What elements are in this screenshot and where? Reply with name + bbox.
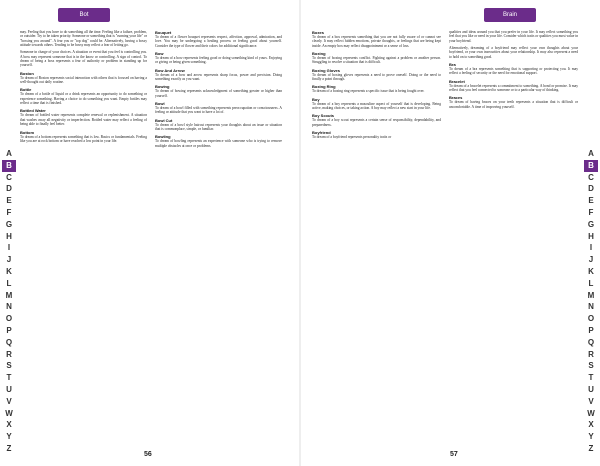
entry-text: To dream of a boy scout represents a certain sense of responsibility, dependability, and preparedness.: [312, 118, 441, 127]
alphabet-letter-k[interactable]: K: [6, 266, 12, 276]
alphabet-letter-b[interactable]: B: [584, 160, 598, 172]
entry-title: Bra: [449, 62, 456, 68]
dictionary-entry: [155, 51, 282, 65]
entry-text: To dream of a bow represents feeling good or doing something kind of yours. Enjoying or giving or being given something.: [155, 56, 282, 65]
alphabet-letter-s[interactable]: S: [6, 361, 12, 371]
entry-title: Bouquet: [155, 30, 172, 35]
alphabet-letter-n[interactable]: N: [6, 302, 12, 312]
alphabet-letter-q[interactable]: Q: [5, 337, 13, 347]
dictionary-entry: [449, 79, 578, 93]
dictionary-entry: [20, 71, 147, 85]
entry-text: To dream of a bowl style haircut represents your thoughts about an issue or situation that is commonplace, simple, or familiar.: [155, 122, 282, 132]
alphabet-letter-y[interactable]: Y: [588, 432, 594, 442]
entry-title: Bow: [155, 51, 164, 57]
alphabet-index-left: [2, 148, 16, 455]
entry-text: To dream of a boxing ring represents a specific issue that is being fought over.: [312, 89, 425, 94]
entry-title: Bowing: [155, 84, 170, 90]
dictionary-entry: [155, 134, 282, 148]
alphabet-letter-d[interactable]: D: [588, 184, 594, 194]
alphabet-letter-e[interactable]: E: [6, 196, 12, 206]
entry-text: To dream of boxing gloves represents a need to prove oneself. Doing or the need to finally a point through.: [312, 72, 441, 82]
entry-text: To dream of a boyfriend represents personality traits or: [312, 135, 392, 140]
entry-text: To dream of a bow and arrow represents sharp focus, power and precision. Doing something exactly as you want.: [155, 72, 282, 82]
alphabet-letter-m[interactable]: M: [5, 290, 13, 300]
dictionary-entry: [312, 97, 441, 111]
page-number-right: 57: [450, 451, 458, 458]
alphabet-letter-t[interactable]: T: [6, 373, 12, 383]
alphabet-letter-z[interactable]: Z: [588, 443, 594, 453]
alphabet-letter-k[interactable]: K: [588, 266, 594, 276]
alphabet-letter-a[interactable]: A: [6, 149, 12, 158]
dictionary-entry: [312, 68, 441, 82]
alphabet-letter-h[interactable]: H: [588, 231, 594, 241]
alphabet-letter-l[interactable]: L: [6, 278, 12, 288]
right-columns: [312, 30, 578, 142]
alphabet-letter-f[interactable]: F: [6, 207, 12, 217]
dictionary-entry: [449, 46, 578, 59]
alphabet-letter-w[interactable]: W: [587, 408, 595, 418]
dictionary-entry: [20, 30, 147, 47]
alphabet-letter-g[interactable]: G: [587, 219, 595, 229]
entry-title: Boxing: [312, 51, 326, 57]
entry-title: Boy: [312, 96, 320, 102]
entry-title: Boy Scouts: [312, 113, 335, 119]
entry-text: To dream of a flower bouquet represents respect, affection, approval, admiration, and love. You may be undergoing a healing process or feeling good about yourself. Consider the type of flower and their colors for additional significance.: [155, 35, 282, 48]
dictionary-entry: [20, 130, 147, 144]
alphabet-letter-p[interactable]: P: [588, 325, 594, 335]
alphabet-letter-l[interactable]: L: [588, 278, 594, 288]
alphabet-letter-i[interactable]: I: [589, 243, 593, 253]
running-header-right: Brain: [484, 8, 536, 22]
dictionary-entry: [155, 30, 282, 48]
entry-text: Alternatively, dreaming of a boyfriend may reflect your own thoughts about your boyfriend, or your own insecurities about your relationship. It may also represent a need to hold on to something good.: [449, 46, 578, 59]
dictionary-entry: [155, 84, 282, 98]
left-columns: [20, 30, 282, 151]
alphabet-letter-j[interactable]: J: [588, 255, 594, 265]
entry-title: Boston: [20, 70, 34, 76]
alphabet-letter-x[interactable]: X: [588, 420, 594, 430]
entry-title: Braces: [449, 95, 463, 101]
entry-text: To dream of having braces on your teeth represents a situation that is difficult or uncomfortable. A time of improving yourself.: [449, 100, 578, 109]
left-column-2: [155, 30, 282, 151]
alphabet-letter-e[interactable]: E: [588, 196, 594, 206]
entry-title: Bowl Cut: [155, 117, 173, 123]
entry-title: Bowl: [155, 101, 165, 107]
entry-text: Someone in charge of your choices. A situation or event that you feel is controlling you. A boss may represent someone that is in the know or controlling. A sign of control. To dream of being a boss represents a fear of authority or problem in standing up for yourself.: [20, 50, 147, 68]
alphabet-letter-o[interactable]: O: [587, 314, 595, 324]
dictionary-entry: [20, 87, 147, 105]
alphabet-letter-j[interactable]: J: [6, 255, 12, 265]
entry-text: may. Feeling that you have to do something all the time. Feeling like a failure, problem, or outsider. Try to be taken priority. Someone or something that is "running your life" or "bossing you around". A fear you or "top dog" could be. Alternatively, having a bossy attitude towards others. Tending to be bossy may reflect a fear of letting go.: [20, 30, 147, 48]
dictionary-entry: [312, 130, 441, 139]
alphabet-letter-r[interactable]: R: [588, 349, 594, 359]
entry-text: To dream of a bowl filled with something represents preoccupation or consciousness. A feeling or attitude that you want to have a lot of.: [155, 106, 282, 115]
alphabet-index-right: [584, 148, 598, 455]
entry-text: To dream of a bottom represents something that is low. Basics or fundamentals. Feeling like you are at rock bottom or have reached a low point in your life.: [20, 134, 147, 143]
alphabet-letter-y[interactable]: Y: [6, 432, 12, 442]
alphabet-letter-q[interactable]: Q: [587, 337, 595, 347]
entry-title: Bottle: [20, 87, 32, 93]
dictionary-entry: [449, 95, 578, 109]
alphabet-letter-f[interactable]: F: [588, 207, 594, 217]
alphabet-letter-r[interactable]: R: [6, 349, 12, 359]
entry-title: Bottled Water: [20, 108, 46, 114]
alphabet-letter-i[interactable]: I: [7, 243, 11, 253]
alphabet-letter-o[interactable]: O: [5, 314, 13, 324]
dictionary-entry: [155, 68, 282, 82]
dictionary-entry: [155, 118, 282, 132]
alphabet-letter-s[interactable]: S: [588, 361, 594, 371]
entry-text: To dream of a box represents something that you are not fully aware of or cannot see clearly. It may reflect hidden emotions, private thoughts, or feelings that are being kept inside. An empty box may reflect disappointment or a sense of loss.: [312, 35, 441, 48]
left-column-1: [20, 30, 147, 151]
alphabet-letter-t[interactable]: T: [588, 373, 594, 383]
alphabet-letter-x[interactable]: X: [6, 420, 12, 430]
dictionary-entry: [20, 108, 147, 126]
alphabet-letter-n[interactable]: N: [588, 302, 594, 312]
entry-text: To dream of bowing represents acknowledgment of something greater or higher than yourself.: [155, 89, 282, 98]
entry-title: Boxing Gloves: [312, 67, 341, 73]
running-header-left: Bot: [58, 8, 110, 22]
alphabet-letter-v[interactable]: V: [6, 396, 12, 406]
dictionary-entry: [312, 30, 441, 48]
right-page: [300, 0, 600, 466]
alphabet-letter-v[interactable]: V: [588, 396, 594, 406]
dictionary-entry: [20, 50, 147, 67]
alphabet-letter-c[interactable]: C: [588, 172, 594, 182]
entry-title: Bracelet: [449, 78, 465, 84]
alphabet-letter-u[interactable]: U: [588, 384, 594, 394]
entry-text: To dream of bowling represents an experience with someone who is trying to remove multiple obstacles at once or problems.: [155, 139, 282, 148]
entry-text: qualities and ideas around you that you prefer in your life. It may reflect something you feel that you like or need in your life. Consider which traits or qualities you most value in your boyfriend.: [449, 30, 578, 43]
entry-text: To dream of a bracelet represents a commitment to something. A bond or promise. It may reflect that you feel connected to someone or to a particular way of thinking.: [449, 83, 578, 93]
dictionary-entry: [449, 30, 578, 43]
alphabet-letter-w[interactable]: W: [5, 408, 13, 418]
right-column-1: [312, 30, 441, 142]
alphabet-letter-h[interactable]: H: [6, 231, 12, 241]
alphabet-letter-m[interactable]: M: [587, 290, 595, 300]
entry-title: Boxes: [312, 30, 325, 35]
dictionary-entry: [312, 113, 441, 127]
entry-text: To dream of bottled water represents complete renewal or replenishment. A situation that washes away all negativity or imperfection. Bottled water may reflect a feeling of being able to finally feel better.: [20, 113, 147, 127]
dictionary-entry: [155, 101, 282, 115]
alphabet-letter-c[interactable]: C: [6, 172, 12, 182]
right-column-2: [449, 30, 578, 142]
alphabet-letter-z[interactable]: Z: [6, 443, 12, 453]
entry-title: Bow And Arrow: [155, 67, 185, 73]
alphabet-letter-d[interactable]: D: [6, 184, 12, 194]
alphabet-letter-g[interactable]: G: [5, 219, 13, 229]
dictionary-entry: [312, 84, 441, 93]
alphabet-letter-b[interactable]: B: [2, 160, 16, 172]
entry-title: Boxing Ring: [312, 84, 336, 90]
entry-text: To dream of a bra represents something that is supporting or protecting you. It may reflect a feeling of security or the need for emotional support.: [449, 67, 578, 76]
entry-text: To dream of a bottle of liquid or a drink represents an opportunity to do something or experience something. Having a choice to do something you want. Empty bottles may reflect a time that is finished.: [20, 92, 147, 106]
page-number-left: 56: [144, 451, 152, 458]
entry-title: Bottom: [20, 129, 34, 135]
entry-title: Bowling: [155, 134, 171, 140]
alphabet-letter-u[interactable]: U: [6, 384, 12, 394]
entry-text: To dream of boxing represents conflict. Fighting against a problem or another person. Struggling to resolve a situation that is difficult.: [312, 56, 441, 65]
alphabet-letter-p[interactable]: P: [6, 325, 12, 335]
entry-text: To dream of a boy represents a masculine aspect of yourself that is developing. Being active, making choices, or taking action. A boy may reflect a new start in your life.: [312, 101, 441, 111]
dictionary-entry: [312, 51, 441, 65]
entry-title: Boyfriend: [312, 130, 331, 136]
dictionary-entry: [449, 62, 578, 76]
alphabet-letter-a[interactable]: A: [588, 149, 594, 158]
entry-text: To dream of Boston represents social interaction with others that is focused on having a well-thought out daily routine.: [20, 75, 147, 85]
